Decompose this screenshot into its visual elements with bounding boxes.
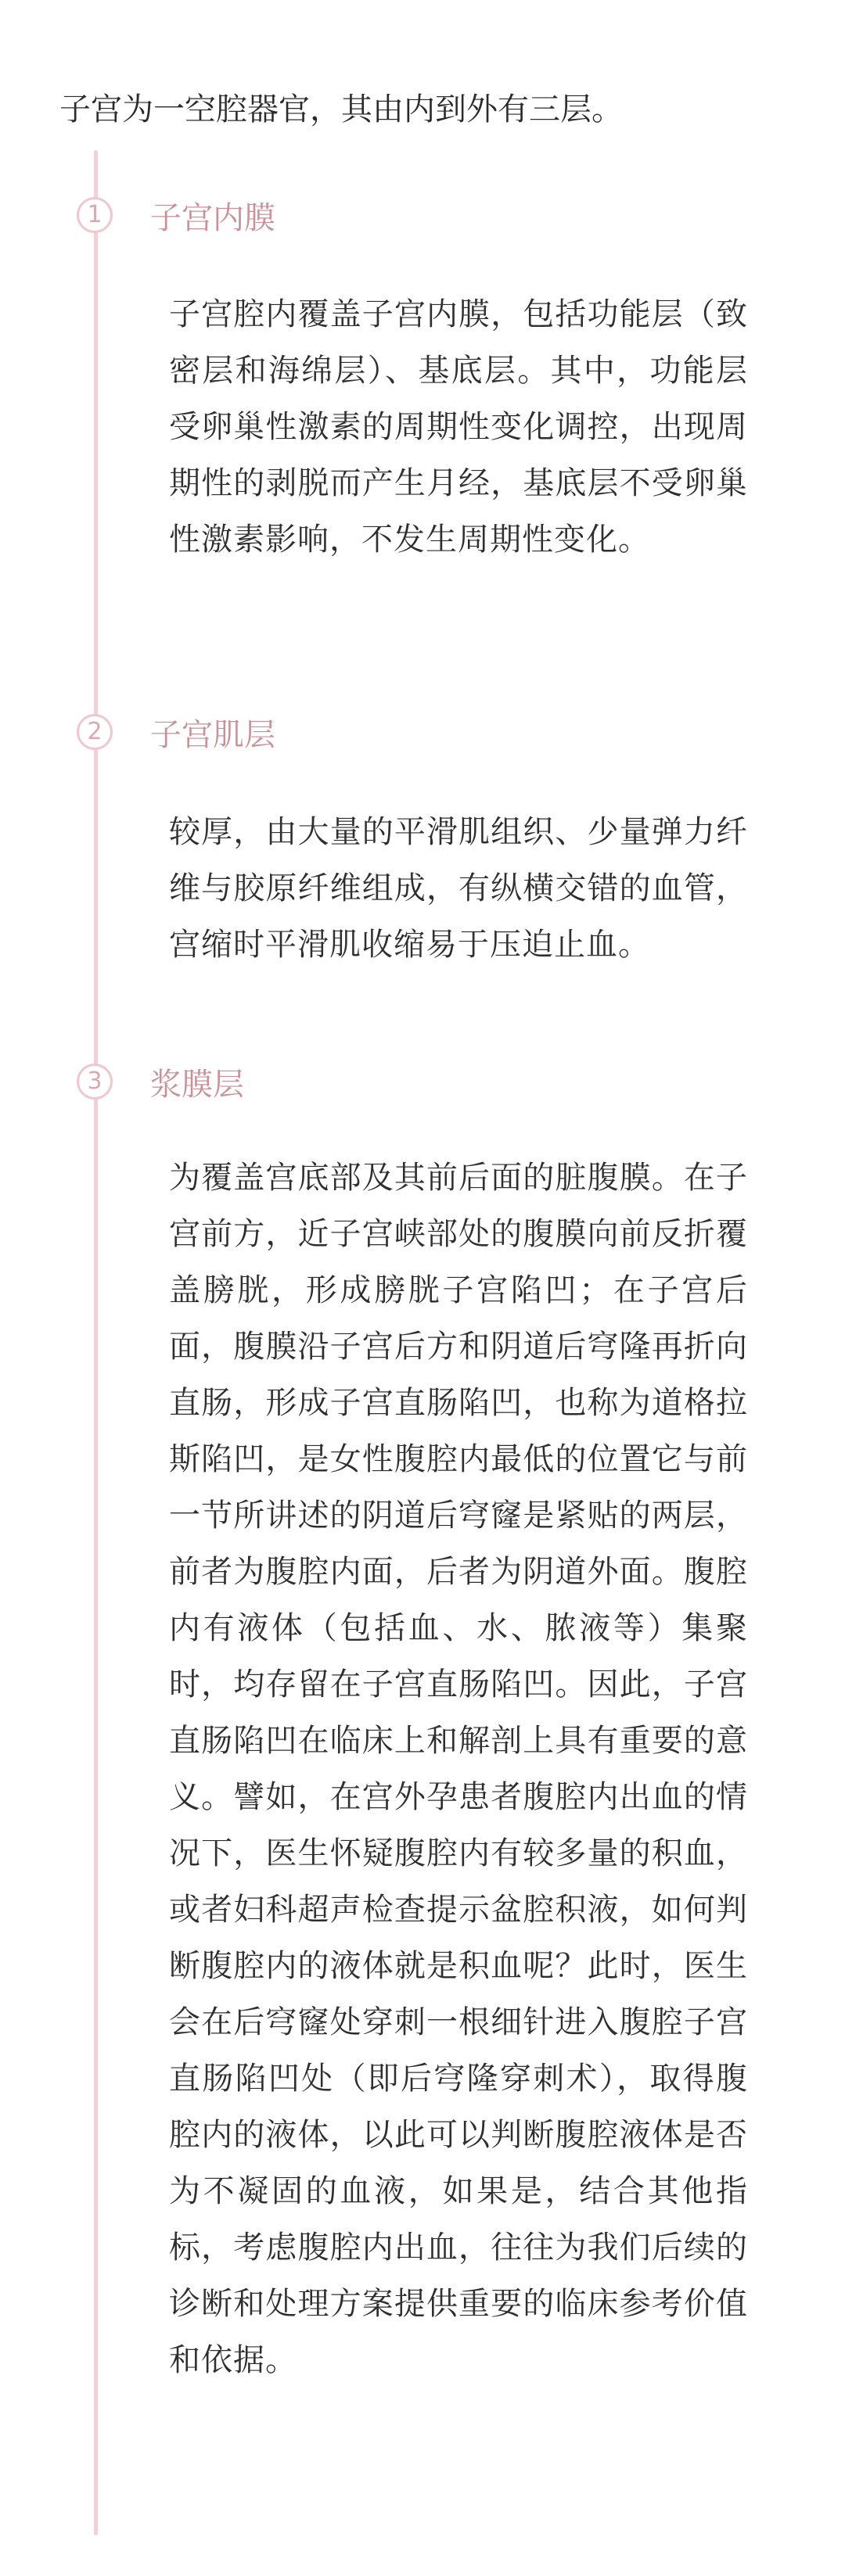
number-circle-icon: 2 bbox=[77, 714, 113, 750]
number-circle-icon: 1 bbox=[77, 197, 113, 233]
section-header-1 bbox=[77, 193, 275, 237]
section-body: 为覆盖宫底部及其前后面的脏腹膜。在子宫前方，近子宫峡部处的腹膜向前反折覆盖膀胱，形成膀胱子宫陷凹；在子宫后面，腹膜沿子宫后方和阴道后穹隆再折向直肠，形成子宫直肠陷凹，也称为道格拉斯陷凹，是女性腹腔内最低的位置它与前一节所讲述的阴道后穹窿是紧贴的两层，前者为腹腔内面，后者为阴道外面。腹腔内有液体（包括血、水、脓液等）集聚时，均存留在子宫直肠陷凹。因此，子宫直肠陷凹在临床上和解剖上具有重要的意义。譬如，在宫外孕患者腹腔内出血的情况下，医生怀疑腹腔内有较多量的积血，或者妇科超声检查提示盆腔积液，如何判断腹腔内的液体就是积血呢？此时，医生会在后穹窿处穿刺一根细针进入腹腔子宫直肠陷凹处（即后穹隆穿刺术），取得腹腔内的液体，以此可以判断腹腔液体是否为不凝固的血液，如果是，结合其他指标，考虑腹腔内出血，往往为我们后续的诊断和处理方案提供重要的临床参考价值和依据。 bbox=[169, 1160, 748, 2378]
section-body: 子宫腔内覆盖子宫内膜，包括功能层（致密层和海绵层）、基底层。其中，功能层受卵巢性激素的周期性变化调控，出现周期性的剥脱而产生月经，基底层不受卵巢性激素影响，不发生周期性变化。 bbox=[169, 296, 748, 558]
section-title: 子宫内膜 bbox=[150, 199, 275, 236]
section-title: 浆膜层 bbox=[150, 1066, 244, 1103]
timeline-line bbox=[94, 150, 98, 2535]
section-header-2 bbox=[77, 710, 275, 754]
intro-text: 子宫为一空腔器官，其由内到外有三层。 bbox=[59, 91, 623, 127]
number-circle-icon: 3 bbox=[77, 1064, 113, 1100]
section-title: 子宫肌层 bbox=[150, 716, 275, 753]
section-header-3 bbox=[77, 1060, 244, 1103]
section-body: 较厚，由大量的平滑肌组织、少量弹力纤维与胶原纤维组成，有纵横交错的血管，宫缩时平滑肌收缩易于压迫止血。 bbox=[169, 814, 748, 963]
